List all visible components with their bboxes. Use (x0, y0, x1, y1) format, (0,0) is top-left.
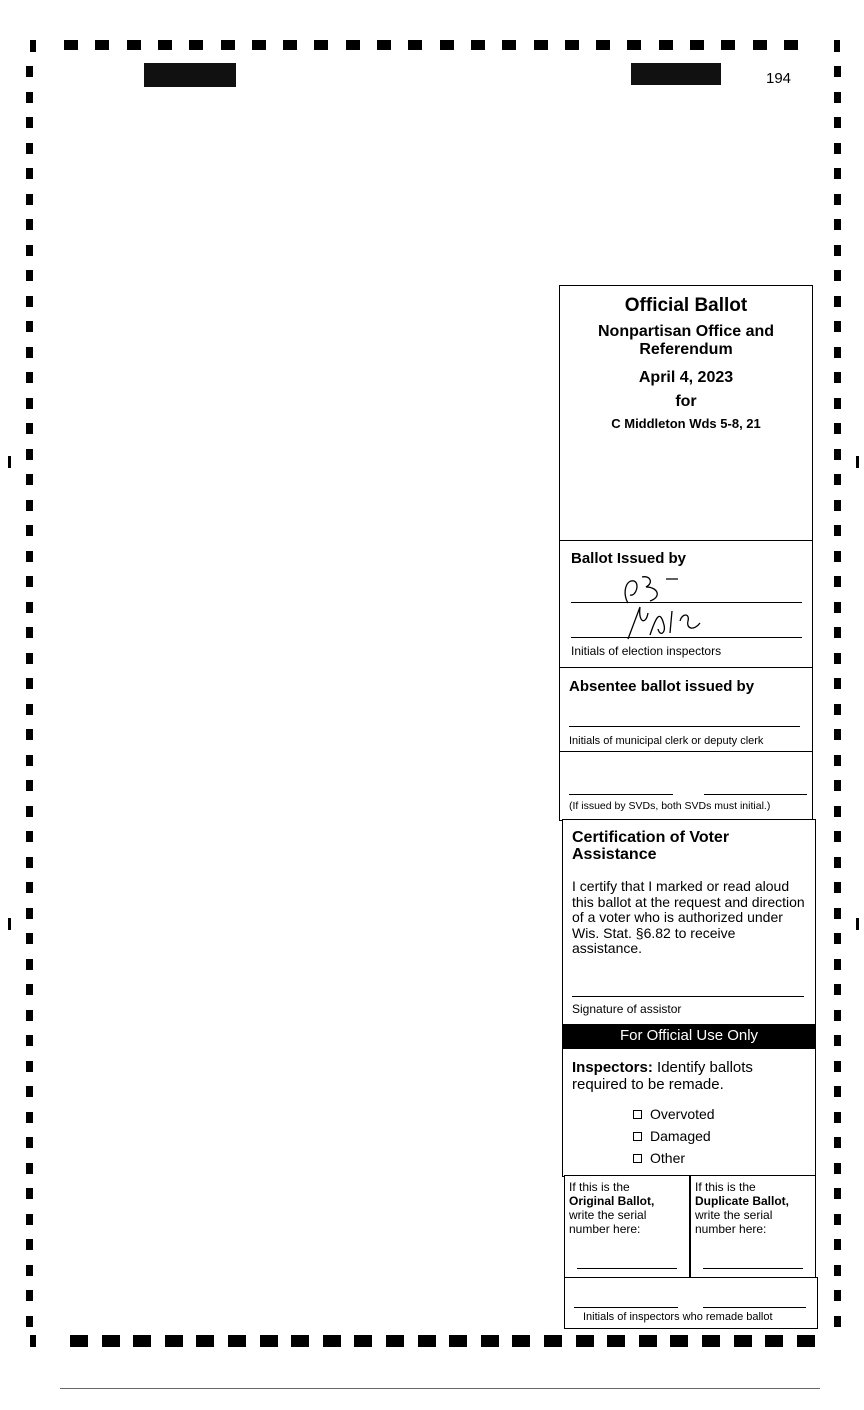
timing-mark-right (834, 1188, 841, 1199)
timing-mark-left (26, 372, 33, 383)
timing-mark-top (221, 40, 235, 50)
timing-mark-bottom (639, 1335, 657, 1347)
side-notch-right (856, 918, 859, 930)
timing-mark-top (64, 40, 78, 50)
timing-mark-right (834, 551, 841, 562)
timing-mark-bottom (765, 1335, 783, 1347)
timing-mark-bottom (449, 1335, 467, 1347)
timing-mark-left (26, 908, 33, 919)
timing-mark-right (834, 321, 841, 332)
timing-mark-right (834, 627, 841, 638)
timing-mark-left (26, 857, 33, 868)
timing-mark-top (252, 40, 266, 50)
timing-mark-right (834, 933, 841, 944)
timing-mark-right (834, 729, 841, 740)
timing-mark-top (408, 40, 422, 50)
timing-mark-left (26, 1316, 33, 1327)
timing-mark-left (26, 755, 33, 766)
timing-mark-left (26, 704, 33, 715)
timing-mark-left (26, 66, 33, 77)
timing-mark-right (834, 653, 841, 664)
timing-mark-left (26, 168, 33, 179)
timing-mark-left (26, 296, 33, 307)
timing-mark-left (26, 933, 33, 944)
original-ballot-label: Original Ballot, (569, 1194, 655, 1208)
duplicate-serial-line[interactable] (703, 1268, 803, 1269)
timing-mark-top (283, 40, 297, 50)
timing-mark-bottom (576, 1335, 594, 1347)
timing-mark-right (834, 908, 841, 919)
timing-mark-right (834, 831, 841, 842)
timing-mark-right (834, 423, 841, 434)
timing-mark-right (834, 143, 841, 154)
timing-mark-top (346, 40, 360, 50)
for-label: for (675, 393, 697, 410)
timing-mark-top (127, 40, 141, 50)
timing-mark-right (834, 678, 841, 689)
remade-line-left (574, 1307, 678, 1308)
timing-mark-bottom (354, 1335, 372, 1347)
timing-mark-left (26, 984, 33, 995)
certification-text: I certify that I marked or read aloud this ballot at the request and direction of a voter who is authorized under Wis. Stat. §6.82 to receive assistance. (572, 878, 805, 956)
timing-mark-top (627, 40, 641, 50)
timing-mark-left (26, 1265, 33, 1276)
option-damaged[interactable] (633, 1128, 711, 1144)
timing-mark-bottom (386, 1335, 404, 1347)
timing-mark-right (834, 194, 841, 205)
timing-mark-top (534, 40, 548, 50)
timing-mark-right (834, 474, 841, 485)
timing-mark-right (834, 449, 841, 460)
absentee-caption: Initials of municipal clerk or deputy clerk (569, 735, 764, 747)
original-suffix: write the serial number here: (569, 1208, 647, 1236)
timing-mark-bottom (512, 1335, 530, 1347)
timing-mark-top (314, 40, 328, 50)
checkbox-other[interactable] (633, 1154, 642, 1163)
timing-mark-left (26, 602, 33, 613)
timing-mark-bottom (70, 1335, 88, 1347)
timing-mark-left (26, 219, 33, 230)
assistor-signature-caption: Signature of assistor (572, 1002, 682, 1016)
timing-mark-left (26, 423, 33, 434)
svd-section (559, 751, 813, 821)
absentee-title: Absentee ballot issued by (569, 678, 755, 695)
timing-mark-left (26, 1290, 33, 1301)
inspectors-label: Inspectors: (572, 1059, 653, 1076)
timing-mark-right (834, 1290, 841, 1301)
timing-mark-left (26, 474, 33, 485)
timing-mark-right (834, 117, 841, 128)
absentee-section (559, 667, 813, 753)
timing-mark-right (834, 525, 841, 536)
timing-mark-right (834, 296, 841, 307)
remade-line-right (703, 1307, 806, 1308)
timing-mark-left (26, 959, 33, 970)
svd-line-right (704, 794, 807, 795)
timing-mark-right (834, 959, 841, 970)
duplicate-serial-section (690, 1175, 816, 1279)
timing-mark-left (26, 270, 33, 281)
duplicate-ballot-label: Duplicate Ballot, (695, 1194, 790, 1208)
timing-mark-bottom (291, 1335, 309, 1347)
timing-mark-bottom (481, 1335, 499, 1347)
timing-mark-right (834, 882, 841, 893)
timing-mark-right (834, 1010, 841, 1021)
timing-mark-left (26, 1061, 33, 1072)
timing-mark-right (834, 1137, 841, 1148)
timing-mark-right (834, 1035, 841, 1046)
timing-mark-left (26, 143, 33, 154)
option-other[interactable] (633, 1150, 685, 1166)
timing-mark-top (377, 40, 391, 50)
inspectors-instruction: Identify ballots required to be remade. (572, 1059, 753, 1093)
original-serial-section (564, 1175, 690, 1279)
timing-mark-right (834, 398, 841, 409)
timing-mark-bottom (797, 1335, 815, 1347)
timing-mark-bottom (228, 1335, 246, 1347)
timing-mark-right (834, 1239, 841, 1250)
timing-mark-bottom (670, 1335, 688, 1347)
timing-mark-right (834, 500, 841, 511)
timing-mark-top (565, 40, 579, 50)
svd-caption: (If issued by SVDs, both SVDs must initial.) (569, 800, 771, 812)
timing-mark-bottom (133, 1335, 151, 1347)
timing-mark-top (502, 40, 516, 50)
timing-mark-right (834, 1316, 841, 1327)
timing-mark-left (26, 1163, 33, 1174)
inspectors-section (562, 1048, 816, 1177)
timing-mark-left (26, 525, 33, 536)
timing-mark-left (26, 1010, 33, 1021)
timing-mark-right (834, 245, 841, 256)
ballot-header (559, 285, 813, 542)
timing-mark-left (26, 347, 33, 358)
timing-mark-bottom (734, 1335, 752, 1347)
timing-mark-right (834, 704, 841, 715)
side-notch-left (8, 456, 11, 468)
timing-mark-bottom (102, 1335, 120, 1347)
timing-mark-left (26, 500, 33, 511)
timing-mark-bottom (260, 1335, 278, 1347)
original-serial-line[interactable] (577, 1268, 677, 1269)
timing-mark-left (26, 806, 33, 817)
timing-mark-bottom (30, 1335, 36, 1347)
timing-mark-top (596, 40, 610, 50)
option-overvoted[interactable] (633, 1106, 715, 1122)
timing-mark-right (834, 92, 841, 103)
timing-mark-right (834, 270, 841, 281)
timing-mark-right (834, 755, 841, 766)
assistor-signature-line (572, 996, 804, 997)
page-number: 194 (766, 70, 792, 87)
timing-mark-right (834, 1061, 841, 1072)
certification-title: Certification of Voter Assistance (572, 829, 730, 863)
timing-mark-left (26, 1137, 33, 1148)
timing-mark-left (26, 551, 33, 562)
timing-mark-left (26, 780, 33, 791)
timing-mark-left (26, 398, 33, 409)
ballot-issued-line-2 (571, 637, 802, 638)
option-other-label: Other (650, 1150, 686, 1166)
timing-mark-top (721, 40, 735, 50)
timing-mark-top (30, 40, 36, 52)
timing-mark-top (440, 40, 454, 50)
timing-mark-left (26, 1035, 33, 1046)
timing-mark-left (26, 449, 33, 460)
timing-mark-right (834, 576, 841, 587)
timing-mark-left (26, 831, 33, 842)
timing-mark-right (834, 372, 841, 383)
timing-mark-right (834, 984, 841, 995)
timing-mark-left (26, 882, 33, 893)
timing-mark-left (26, 1112, 33, 1123)
checkbox-overvoted[interactable] (633, 1110, 642, 1119)
timing-mark-top (189, 40, 203, 50)
timing-mark-right (834, 602, 841, 613)
timing-mark-left (26, 1188, 33, 1199)
side-notch-left (8, 918, 11, 930)
redaction-right (631, 63, 721, 85)
timing-mark-right (834, 66, 841, 77)
timing-mark-bottom (418, 1335, 436, 1347)
timing-mark-top (784, 40, 798, 50)
timing-mark-right (834, 780, 841, 791)
election-date: April 4, 2023 (638, 369, 734, 386)
timing-mark-left (26, 1086, 33, 1097)
original-prefix: If this is the (569, 1180, 630, 1194)
timing-mark-left (26, 321, 33, 332)
official-use-bar: For Official Use Only (562, 1024, 816, 1048)
absentee-line (569, 726, 800, 727)
svd-line-left (569, 794, 673, 795)
timing-mark-left (26, 194, 33, 205)
timing-mark-top (158, 40, 172, 50)
timing-mark-right (834, 1086, 841, 1097)
timing-mark-left (26, 729, 33, 740)
remade-caption: Initials of inspectors who remade ballot (583, 1311, 773, 1323)
timing-mark-right (834, 1214, 841, 1225)
ballot-issued-section (559, 540, 813, 669)
timing-mark-left (26, 92, 33, 103)
ballot-issued-title: Ballot Issued by (571, 550, 687, 567)
original-serial-text (569, 1180, 687, 1236)
ballot-issued-caption: Initials of election inspectors (571, 644, 722, 658)
duplicate-serial-text (695, 1180, 813, 1236)
certification-section (562, 819, 816, 1026)
timing-mark-right (834, 347, 841, 358)
timing-mark-bottom (165, 1335, 183, 1347)
checkbox-damaged[interactable] (633, 1132, 642, 1141)
timing-mark-top (471, 40, 485, 50)
timing-mark-bottom (323, 1335, 341, 1347)
option-damaged-label: Damaged (650, 1128, 711, 1144)
timing-mark-bottom (544, 1335, 562, 1347)
timing-mark-top (95, 40, 109, 50)
timing-mark-right (834, 1265, 841, 1276)
option-overvoted-label: Overvoted (650, 1106, 715, 1122)
bottom-scan-line (60, 1388, 820, 1389)
timing-mark-right (834, 806, 841, 817)
timing-mark-top (659, 40, 673, 50)
timing-mark-left (26, 1214, 33, 1225)
timing-mark-left (26, 1239, 33, 1250)
timing-mark-right (834, 857, 841, 868)
timing-mark-bottom (196, 1335, 214, 1347)
timing-mark-left (26, 576, 33, 587)
timing-mark-right (834, 219, 841, 230)
timing-mark-top (690, 40, 704, 50)
ballot-title: Official Ballot (624, 295, 748, 316)
timing-mark-left (26, 678, 33, 689)
inspectors-text (572, 1059, 802, 1093)
ballot-subtitle: Nonpartisan Office and Referendum (597, 323, 775, 358)
duplicate-suffix: write the serial number here: (695, 1208, 773, 1236)
timing-mark-right (834, 1163, 841, 1174)
timing-mark-left (26, 653, 33, 664)
timing-mark-right (834, 1112, 841, 1123)
redaction-left (144, 63, 236, 87)
timing-mark-top (753, 40, 767, 50)
timing-mark-bottom (607, 1335, 625, 1347)
jurisdiction: C Middleton Wds 5-8, 21 (611, 416, 761, 431)
timing-mark-left (26, 117, 33, 128)
side-notch-right (856, 456, 859, 468)
timing-mark-left (26, 627, 33, 638)
timing-mark-left (26, 245, 33, 256)
duplicate-prefix: If this is the (695, 1180, 756, 1194)
timing-mark-bottom (702, 1335, 720, 1347)
timing-mark-right (834, 40, 840, 52)
remade-section (564, 1277, 818, 1329)
timing-mark-right (834, 168, 841, 179)
